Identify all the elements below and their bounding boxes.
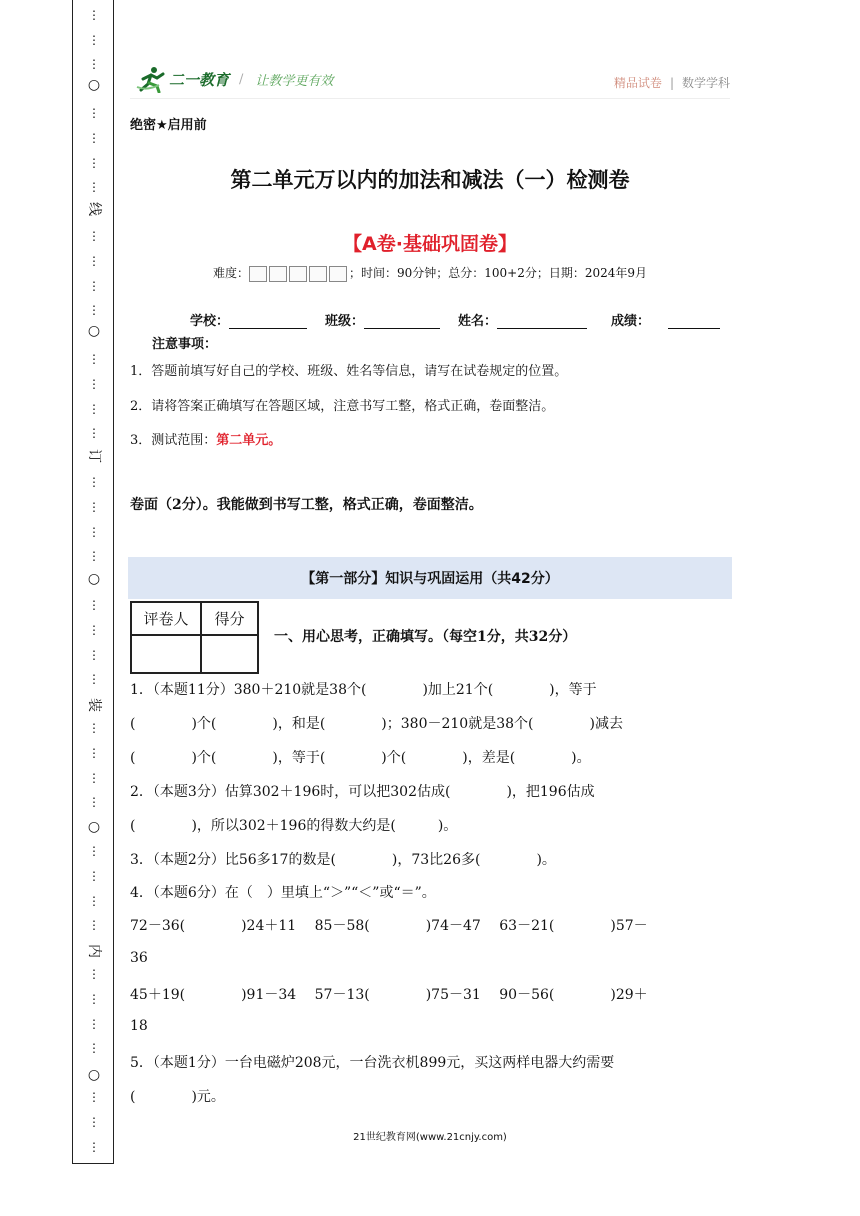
dots-mark: ⋮ xyxy=(88,844,100,859)
star-icon xyxy=(309,266,327,282)
dots-mark: ⋮ xyxy=(88,770,100,785)
logo-divider: / xyxy=(239,71,244,87)
star-icon xyxy=(269,266,287,282)
dots-mark: ⋮ xyxy=(88,721,100,736)
secret-label: 绝密★启用前 xyxy=(130,118,207,133)
dots-mark: ⋮ xyxy=(88,229,100,244)
dots-mark: ⋮ xyxy=(88,180,100,195)
dots-mark: ⋮ xyxy=(88,57,100,72)
note-scope: 第二单元。 xyxy=(216,433,282,448)
star-icon xyxy=(249,266,267,282)
dots-mark: ⋮ xyxy=(88,524,100,539)
difficulty-label: 难度： xyxy=(212,266,249,280)
note-item: 1．答题前填写好自己的学校、班级、姓名等信息，请写在试卷规定的位置。 xyxy=(130,364,568,379)
exam-details: ；时间：90分钟；总分：100+2分；日期：2024年9月 xyxy=(348,266,648,280)
question-line: 5．（本题1分）一台电磁炉208元，一台洗衣机899元，买这两样电器大约需要 xyxy=(130,1055,615,1071)
dots-mark: ⋮ xyxy=(88,106,100,121)
binding-char: 装 xyxy=(86,698,102,712)
school-field xyxy=(190,310,325,329)
question-line: 45＋19( )91－34 57－13( )75－31 90－56( )29＋ xyxy=(130,987,648,1003)
header-subject: 数学学科 xyxy=(681,76,730,90)
dots-mark: ⋮ xyxy=(88,869,100,883)
dots-mark: ⋮ xyxy=(88,426,100,441)
exam-meta xyxy=(130,264,730,282)
dots-mark: ⋮ xyxy=(88,278,100,293)
question-line: 3．（本题2分）比56多17的数是( )，73比26多( )。 xyxy=(130,852,556,868)
dots-mark: ⋮ xyxy=(88,1139,100,1154)
class-blank[interactable] xyxy=(364,314,440,329)
dots-mark: ⋮ xyxy=(88,967,100,982)
question-line: 72－36( )24＋11 85－58( )74－47 63－21( )57－ xyxy=(130,918,648,934)
school-label: 学校： xyxy=(190,314,230,329)
dots-mark: ⋮ xyxy=(88,623,100,637)
grader-header: 评卷人 xyxy=(131,602,201,635)
question-line: ( )元。 xyxy=(130,1089,225,1105)
dots-mark: ⋮ xyxy=(88,401,100,416)
dots-mark: ⋮ xyxy=(88,500,100,514)
circle-mark: ○ xyxy=(87,819,101,835)
score-blank[interactable] xyxy=(668,314,720,329)
dots-mark: ⋮ xyxy=(88,918,100,933)
grader-cell[interactable] xyxy=(131,635,201,673)
dots-mark: ⋮ xyxy=(88,647,100,662)
note-scope-label: 3．测试范围： xyxy=(130,433,217,448)
logo-name: 二一教育 xyxy=(169,70,230,89)
school-blank[interactable] xyxy=(229,314,307,329)
question-line: 4．（本题6分）在（ ）里填上“＞”“＜”或“＝”。 xyxy=(130,885,436,901)
dots-mark: ⋮ xyxy=(88,8,100,22)
binding-margin xyxy=(72,0,114,1164)
name-field xyxy=(458,310,605,329)
dots-mark: ⋮ xyxy=(88,672,100,687)
circle-mark: ○ xyxy=(87,323,101,339)
notes-title: 注意事项： xyxy=(152,337,218,352)
dots-mark: ⋮ xyxy=(88,1115,100,1129)
dots-mark: ⋮ xyxy=(88,303,100,318)
neatness-statement: 卷面（2分）。我能做到书写工整，格式正确，卷面整洁。 xyxy=(130,497,483,513)
score-cell[interactable] xyxy=(201,635,258,673)
question-line: ( )个( )，等于( )个( )，差是( )。 xyxy=(130,750,591,766)
dots-mark: ⋮ xyxy=(88,992,100,1006)
part-title: 【第一部分】知识与巩固运用（共42分） xyxy=(301,571,559,587)
header-right xyxy=(614,74,730,91)
difficulty-stars xyxy=(249,266,349,280)
logo xyxy=(135,64,333,94)
name-label: 姓名： xyxy=(458,314,498,329)
class-field xyxy=(325,310,458,329)
score-header: 得分 xyxy=(201,602,258,635)
grader-table xyxy=(130,601,259,674)
logo-slogan: 让教学更有效 xyxy=(255,73,334,89)
page-title: 第二单元万以内的加法和减法（一）检测卷 xyxy=(230,168,630,192)
name-blank[interactable] xyxy=(497,314,587,329)
binding-char: 线 xyxy=(86,202,102,216)
runner-logo-icon xyxy=(135,65,167,93)
header-label: 精品试卷 xyxy=(613,76,662,90)
class-label: 班级： xyxy=(325,314,365,329)
dots-mark: ⋮ xyxy=(88,131,100,145)
circle-mark: ○ xyxy=(87,1067,101,1083)
student-info xyxy=(190,310,720,329)
circle-mark: ○ xyxy=(87,571,101,587)
dots-mark: ⋮ xyxy=(88,549,100,564)
dots-mark: ⋮ xyxy=(88,1041,100,1056)
dots-mark: ⋮ xyxy=(88,746,100,760)
note-item: 2．请将答案正确填写在答题区域，注意书写工整，格式正确，卷面整洁。 xyxy=(130,399,555,414)
binding-char: 内 xyxy=(86,944,102,958)
score-label: 成绩： xyxy=(611,314,651,329)
dots-mark: ⋮ xyxy=(88,254,100,268)
score-field xyxy=(611,310,720,329)
header-rule xyxy=(130,98,730,99)
dots-mark: ⋮ xyxy=(88,598,100,613)
dots-mark: ⋮ xyxy=(88,155,100,170)
question-line: 2．（本题3分）估算302＋196时，可以把302估成( )，把196估成 xyxy=(130,784,595,800)
circle-mark: ○ xyxy=(87,77,101,93)
star-icon xyxy=(329,266,347,282)
question-line: 1．（本题11分）380＋210就是38个( )加上21个( )，等于 xyxy=(130,682,597,698)
question-line: 18 xyxy=(130,1018,148,1034)
question-line: 36 xyxy=(130,950,148,966)
binding-char: 订 xyxy=(86,449,102,463)
dots-mark: ⋮ xyxy=(88,475,100,490)
paper-subtitle: 【A卷·基础巩固卷】 xyxy=(343,233,517,255)
question-line: ( )个( )，和是( )；380－210就是38个( )减去 xyxy=(130,716,623,732)
dots-mark: ⋮ xyxy=(88,1090,100,1105)
dots-mark: ⋮ xyxy=(88,893,100,908)
page-footer: 21世纪教育网(www.21cnjy.com) xyxy=(353,1132,507,1143)
question-line: ( )，所以302＋196的得数大约是( )。 xyxy=(130,818,458,834)
note-item xyxy=(130,429,281,448)
dots-mark: ⋮ xyxy=(88,377,100,391)
dots-mark: ⋮ xyxy=(88,32,100,47)
header-separator: | xyxy=(669,76,674,90)
dots-mark: ⋮ xyxy=(88,795,100,810)
dots-mark: ⋮ xyxy=(88,352,100,367)
dots-mark: ⋮ xyxy=(88,1016,100,1031)
section-title: 一、用心思考，正确填写。（每空1分，共32分） xyxy=(274,629,577,645)
star-icon xyxy=(289,266,307,282)
